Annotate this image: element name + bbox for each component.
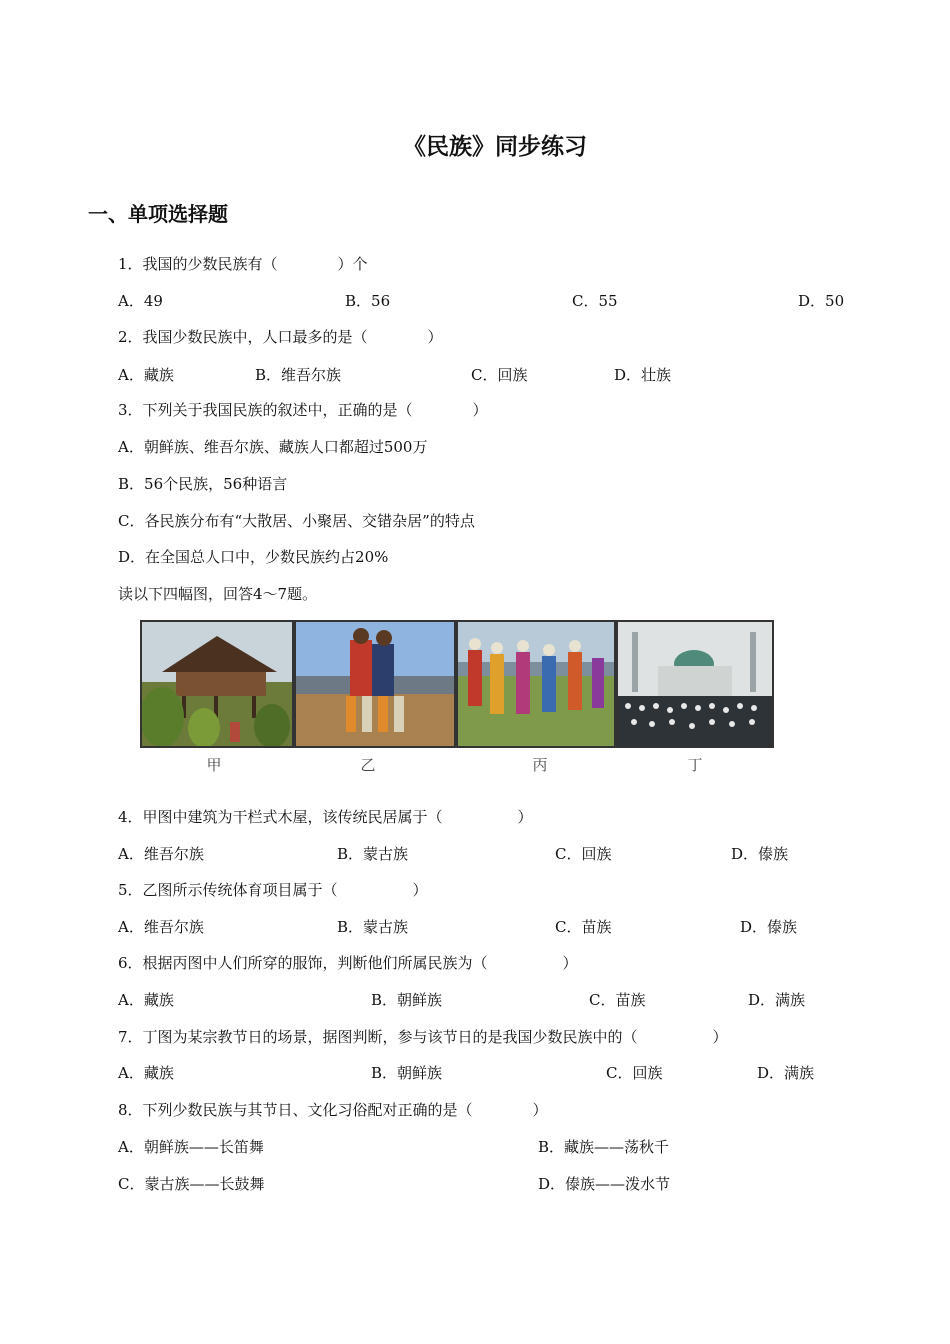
caption-yi: 乙 — [360, 756, 376, 774]
question-1-option-b: B．56 — [345, 292, 391, 310]
question-3-option-b: B．56个民族，56种语言 — [118, 475, 288, 493]
question-4-option-a: A．维吾尔族 — [118, 845, 204, 863]
question-6-option-c: C．苗族 — [589, 991, 646, 1009]
question-4-option-b: B．蒙古族 — [337, 845, 409, 863]
question-6-stem: 6．根据丙图中人们所穿的服饰，判断他们所属民族为（ ） — [118, 954, 578, 972]
question-5-option-c: C．苗族 — [555, 918, 612, 936]
question-2-stem: 2．我国少数民族中，人口最多的是（ ） — [118, 328, 443, 346]
question-5-option-d: D．傣族 — [740, 918, 798, 936]
question-7-option-d: D．满族 — [757, 1064, 815, 1082]
question-4-stem: 4．甲图中建筑为干栏式木屋，该传统民居属于（ ） — [118, 808, 533, 826]
question-6-option-d: D．满族 — [748, 991, 806, 1009]
section-heading: 一、单项选择题 — [88, 202, 228, 226]
question-4-option-c: C．回族 — [555, 845, 612, 863]
question-3-stem: 3．下列关于我国民族的叙述中，正确的是（ ） — [118, 401, 488, 419]
question-4-option-d: D．傣族 — [731, 845, 789, 863]
question-2-option-c: C．回族 — [471, 366, 528, 384]
caption-ding: 丁 — [687, 756, 703, 774]
page-title: 《民族》同步练习 — [403, 134, 587, 160]
ethnic-photos-figure — [140, 620, 780, 780]
figure-intro: 读以下四幅图，回答4～7题。 — [118, 585, 318, 603]
caption-jia: 甲 — [206, 756, 222, 774]
question-1-stem: 1．我国的少数民族有（ ）个 — [118, 255, 368, 273]
question-1-option-a: A．49 — [118, 292, 163, 310]
photo-yi-wrestling — [294, 620, 456, 748]
question-8-option-c: C．蒙古族——长鼓舞 — [118, 1175, 265, 1193]
caption-bing: 丙 — [532, 756, 548, 774]
question-7-option-a: A．藏族 — [118, 1064, 174, 1082]
question-7-option-b: B．朝鲜族 — [371, 1064, 443, 1082]
question-5-option-b: B．蒙古族 — [337, 918, 409, 936]
question-2-option-d: D．壮族 — [614, 366, 672, 384]
question-5-option-a: A．维吾尔族 — [118, 918, 204, 936]
photo-jia-stilt-house — [140, 620, 294, 748]
question-7-option-c: C．回族 — [606, 1064, 663, 1082]
photo-bing-dancers — [456, 620, 616, 748]
photo-ding-mosque — [616, 620, 774, 748]
question-3-option-c: C．各民族分布有“大散居、小聚居、交错杂居”的特点 — [118, 512, 475, 530]
question-8-option-a: A．朝鲜族——长笛舞 — [118, 1138, 264, 1156]
question-1-option-d: D．50 — [798, 292, 845, 310]
question-2-option-b: B．维吾尔族 — [255, 366, 342, 384]
question-8-option-b: B．藏族——荡秋千 — [538, 1138, 670, 1156]
question-2-option-a: A．藏族 — [118, 366, 174, 384]
question-3-option-a: A．朝鲜族、维吾尔族、藏族人口都超过500万 — [118, 438, 428, 456]
question-5-stem: 5．乙图所示传统体育项目属于（ ） — [118, 881, 428, 899]
question-8-option-d: D．傣族——泼水节 — [538, 1175, 671, 1193]
question-6-option-b: B．朝鲜族 — [371, 991, 443, 1009]
question-8-stem: 8．下列少数民族与其节日、文化习俗配对正确的是（ ） — [118, 1101, 548, 1119]
question-7-stem: 7．丁图为某宗教节日的场景，据图判断，参与该节日的是我国少数民族中的（ ） — [118, 1028, 728, 1046]
question-3-option-d: D．在全国总人口中，少数民族约占20% — [118, 548, 389, 566]
question-6-option-a: A．藏族 — [118, 991, 174, 1009]
question-1-option-c: C．55 — [572, 292, 618, 310]
